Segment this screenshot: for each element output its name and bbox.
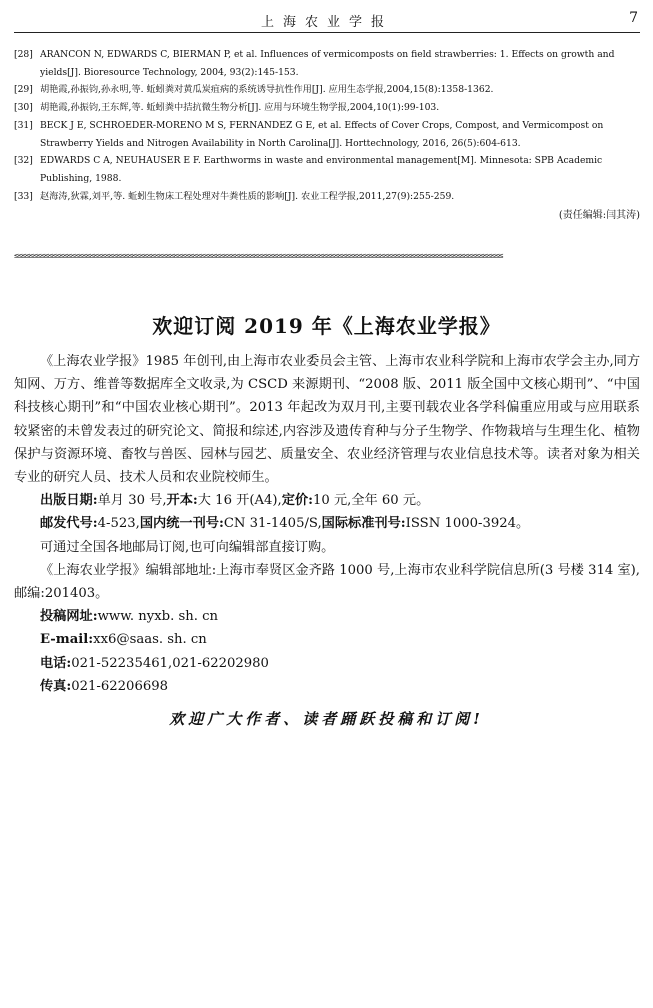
reference-item bbox=[14, 188, 640, 206]
editorial-address: 《上海农业学报》编辑部地址:上海市奉贤区金齐路 1000 号,上海市农业科学院信息所(3 号楼 314 室),邮编:201403。 bbox=[14, 562, 640, 602]
page-number: 7 bbox=[629, 10, 638, 26]
reference-text: 胡艳霞,孙振钧,孙永明,等. 蚯蚓粪对黄瓜炭疽病的系统诱导抗性作用[J]. 应用生态学报,2004,15(8):1358-1362. bbox=[40, 84, 494, 96]
reference-number: [32] bbox=[14, 155, 33, 167]
journal-title: 上海农业学报 bbox=[260, 15, 393, 30]
reference-number: [30] bbox=[14, 102, 33, 114]
price-value: 10 元,全年 60 元。 bbox=[312, 493, 430, 509]
price-label: 定价: bbox=[281, 493, 313, 509]
issn-label: 国际标准刊号: bbox=[321, 516, 406, 532]
postal-code-value: 4-523, bbox=[97, 516, 140, 532]
publication-info-line bbox=[14, 489, 640, 512]
fax-value: 021-62206698 bbox=[71, 678, 168, 694]
reference-number: [31] bbox=[14, 119, 33, 131]
closing-slogan: 欢迎广大作者、读者踊跃投稿和订阅! bbox=[169, 710, 484, 728]
running-header bbox=[14, 6, 640, 33]
reference-text: EDWARDS C A, NEUHAUSER E F. Earthworms in waste and environmental management[M]. Minnesota: SPB Academic Publishing, 1988. bbox=[40, 155, 603, 184]
website-line bbox=[14, 605, 640, 628]
format-value: 大 16 开(A4), bbox=[197, 493, 282, 509]
phone-label: 电话: bbox=[40, 655, 72, 671]
reference-text: 赵海涛,狄霖,刘平,等. 蚯蚓生物床工程处理对牛粪性质的影响[J]. 农业工程学报,2011,27(9):255-259. bbox=[40, 190, 455, 202]
reference-item bbox=[14, 152, 640, 187]
cn-label: 国内统一刊号: bbox=[139, 516, 224, 532]
reference-item bbox=[14, 117, 640, 152]
website-label: 投稿网址: bbox=[40, 609, 98, 625]
reference-number: [33] bbox=[14, 190, 33, 202]
email-value: xx6@saas. sh. cn bbox=[93, 632, 207, 648]
issn-value: ISSN 1000-3924。 bbox=[405, 516, 530, 532]
subscription-notice bbox=[14, 350, 640, 698]
section-separator: ≤≤≤≤≤≤≤≤≤≤≤≤≤≤≤≤≤≤≤≤≤≤≤≤≤≤≤≤≤≤≤≤≤≤≤≤≤≤≤≤≤≤≤≤≤≤≤≤≤≤≤≤≤≤≤≤≤≤≤≤≤≤≤≤≤≤≤≤≤≤≤≤≤≤≤≤≤≤≤≤≤≤≤≤≤≤≤≤≤≤≤≤≤≤≤≤≤≤≤≤≤≤≤≤≤≤≤≤≤≤≤≤≤≤≤≤≤≤≤≤≤≤≤≤≤≤≤≤ bbox=[14, 252, 503, 260]
postal-code-label: 邮发代号: bbox=[40, 516, 98, 532]
reference-text: ARANCON N, EDWARDS C, BIERMAN P, et al. Influences of vermicomposts on field strawberries: 1. Effects on growth and yields[J]. Bioresource Technology, 2004, 93(2):145-153. bbox=[40, 49, 615, 78]
code-info-line bbox=[14, 512, 640, 535]
reference-number: [29] bbox=[14, 84, 33, 96]
notice-intro: 《上海农业学报》1985 年创刊,由上海市农业委员会主管、上海市农业科学院和上海市农学会主办,同方知网、万方、维普等数据库全文收录,为 CSCD 来源期刊、“2008 版、2011 版全国中文核心期刊”、“中国科技核心期刊”和“中国农业核心期刊”。2013 年起改为双月刊,主要刊载农业各学科偏重应用或与应用联系较紧密的未曾发表过的研究论文、简报和综述,内容涉及遗传育种与分子生物学、作物栽培与生理生化、植物保护与资源环境、畜牧与兽医、园林与园艺、质量安全、农业经济管理与农业信息技术等。读者对象为相关专业的研究人员、技术人员和农业院校师生。 bbox=[14, 354, 641, 486]
reference-number: [28] bbox=[14, 49, 33, 60]
pub-date-label: 出版日期: bbox=[40, 493, 98, 509]
email-label: E-mail: bbox=[40, 632, 94, 648]
website-value: www. nyxb. sh. cn bbox=[97, 609, 219, 625]
reference-text: BECK J E, SCHROEDER-MORENO M S, FERNANDEZ G E, et al. Effects of Cover Crops, Compost, and Vermicompost on Strawberry Yields and Nitrogen Availability in North Carolina[J]. Horttechnology, 2016, 26(5):604-613. bbox=[40, 119, 604, 149]
editor-note: (责任编辑:闫其涛) bbox=[558, 210, 640, 222]
reference-text: 胡艳霞,孙振钧,王东辉,等. 蚯蚓粪中拮抗微生物分析[J]. 应用与环境生物学报,2004,10(1):99-103. bbox=[40, 102, 440, 114]
phone-line bbox=[14, 652, 640, 675]
cn-value: CN 31-1405/S, bbox=[223, 516, 322, 532]
reference-list bbox=[14, 46, 640, 225]
reference-item bbox=[14, 99, 640, 117]
notice-title: 欢迎订阅 2019 年《上海农业学报》 bbox=[152, 314, 501, 338]
pub-date-value: 单月 30 号, bbox=[97, 493, 167, 509]
email-line bbox=[14, 628, 640, 651]
subscribe-note: 可通过全国各地邮局订阅,也可向编辑部直接订购。 bbox=[40, 539, 335, 555]
phone-value: 021-52235461,021-62202980 bbox=[71, 655, 269, 671]
format-label: 开本: bbox=[166, 493, 198, 509]
reference-item bbox=[14, 46, 640, 81]
reference-item bbox=[14, 81, 640, 99]
fax-line bbox=[14, 675, 640, 698]
fax-label: 传真: bbox=[40, 678, 72, 694]
